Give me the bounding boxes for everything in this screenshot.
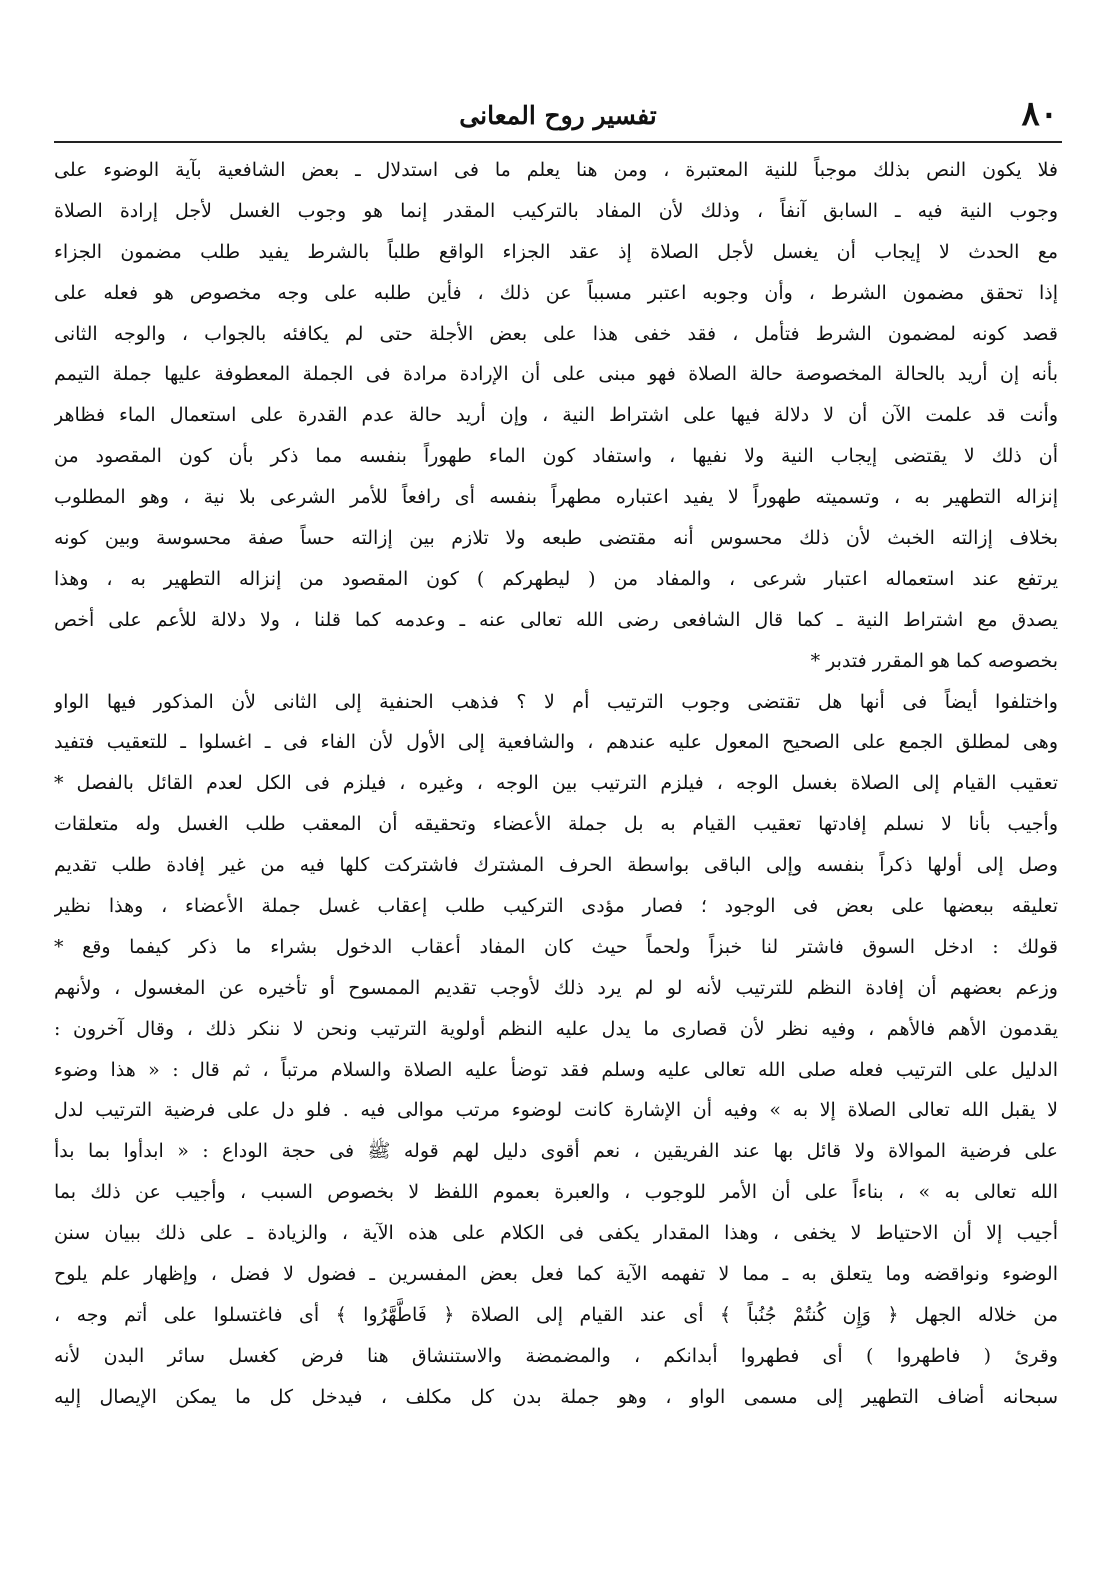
body-text	[54, 150, 1058, 1418]
page-title: تفسير روح المعانى	[459, 100, 657, 130]
text-line: وصل إلى أولها ذكراً بنفسه وإلى الباقى بواسطة الحرف المشترك فاشتركت كلها فيه من غير إفادة طلب تقديم	[54, 854, 1058, 877]
text-line: وأجيب بأنا لا نسلم إفادتها تعقيب القيام به بل جملة الأعضاء وتحقيقه أن المعقب طلب الغسل وله متعلقات	[54, 813, 1058, 836]
text-line: الدليل على الترتيب فعله صلى الله تعالى عليه وسلم فقد توضأ عليه الصلاة والسلام مرتباً ، ثم قال : « هذا وضوء	[54, 1058, 1058, 1081]
text-line: وجوب النية فيه ـ السابق آنفاً ، وذلك لأن المفاد بالتركيب المقدر إنما هو وجوب الغسل لأجل إرادة الصلاة	[54, 199, 1058, 222]
page-header	[58, 92, 1058, 138]
text-line: أن ذلك لا يقتضى إيجاب النية ولا نفيها ، واستفاد كون الماء طهوراً بنفسه مما ذكر بأن كون المقصود من	[54, 445, 1058, 468]
text-line: مع الحدث لا إيجاب أن يغسل لأجل الصلاة إذ عقد الجزاء الواقع طلباً بالشرط يفيد طلب مضمون الجزاء	[54, 240, 1058, 263]
text-line: وزعم بعضهم أن إفادة النظم للترتيب لأنه لو لم يرد ذلك لأوجب تقديم الممسوح أو تأخيره عن المغسول ، ولأنهم	[54, 976, 1058, 999]
page-number: ٨٠	[1021, 94, 1058, 134]
text-line: بأنه إن أريد بالحالة المخصوصة حالة الصلاة فهو مبنى على أن الإرادة مرادة فى الجملة المعطوفة عليها جملة التيمم	[54, 363, 1058, 386]
text-line: على فرضية الموالاة ولا قائل بها عند الفريقين ، نعم أقوى دليل لهم قوله ﷺ فى حجة الوداع : « ابدأوا بما بدأ	[54, 1140, 1058, 1163]
text-line: قولك : ادخل السوق فاشتر لنا خبزاً ولحماً حيث كان المفاد أعقاب الدخول بشراء ما ذكر كيفما وقع *	[54, 935, 1058, 958]
text-line: الله تعالى به » ، بناءاً على أن الأمر للوجوب ، والعبرة بعموم اللفظ لا بخصوص السبب ، وأجيب عن ذلك بما	[54, 1181, 1058, 1204]
text-line: إذا تحقق مضمون الشرط ، وأن وجوبه اعتبر مسبباً عن ذلك ، فأين طلبه على وجه مخصوص هو فعله على	[54, 281, 1058, 304]
text-line: فلا يكون النص بذلك موجباً للنية المعتبرة ، ومن هنا يعلم ما فى استدلال ـ بعض الشافعية بآية الوضوء على	[54, 159, 1058, 181]
text-line: وقرئ ( فاطهروا ) أى فطهروا أبدانكم ، والمضمضة والاستنشاق هنا فرض كغسل سائر البدن لأنه	[54, 1344, 1058, 1367]
text-line: وهى لمطلق الجمع على الصحيح المعول عليه عندهم ، والشافعية إلى الأول لأن الفاء فى ـ اغسلوا ـ للتعقيب فتفيد	[54, 731, 1058, 754]
text-line: أجيب إلا أن الاحتياط لا يخفى ، وهذا المقدار يكفى فى الكلام على هذه الآية ، والزيادة ـ على ذلك ببيان سنن	[54, 1222, 1058, 1245]
text-line: وأنت قد علمت الآن أن لا دلالة فيها على اشتراط النية ، وإن أريد حالة عدم القدرة على استعمال الماء فظاهر	[54, 404, 1058, 427]
text-line: سبحانه أضاف التطهير إلى مسمى الواو ، وهو جملة بدن كل مكلف ، فيدخل كل ما يمكن الإيصال إليه	[54, 1385, 1058, 1408]
text-line: بخصوصه كما هو المقرر فتدبر *	[810, 649, 1058, 672]
text-line: تعقيب القيام إلى الصلاة بغسل الوجه ، فيلزم الترتيب بين الوجه ، وغيره ، فيلزم فى الكل لعدم القائل بالفصل *	[54, 772, 1058, 795]
text-line: يقدمون الأهم فالأهم ، وفيه نظر لأن قصارى ما يدل عليه النظم أولوية الترتيب ونحن لا ننكر ذلك ، وقال آخرون :	[54, 1017, 1058, 1040]
text-line: يرتفع عند استعماله اعتبار شرعى ، والمفاد من ( ليطهركم ) كون المقصود من إنزاله التطهير به ، وهذا	[54, 567, 1058, 590]
text-line: لا يقبل الله تعالى الصلاة إلا به » وفيه أن الإشارة كانت لوضوء مرتب موالى فيه . فلو دل على فرضية الترتيب لدل	[54, 1099, 1058, 1122]
text-line: من خلاله الجهل ﴿ وَإِن كُنتُمْ جُنُباً ﴾ أى عند القيام إلى الصلاة ﴿ فَاطَّهَّرُوا ﴾ أى فاغتسلوا على أتم وجه ،	[54, 1303, 1058, 1326]
text-line: إنزاله التطهير به ، وتسميته طهوراً لا يفيد اعتباره مطهراً بنفسه أى رافعاً للأمر الشرعى بلا نية ، وهو المطلوب	[54, 486, 1058, 509]
text-line: يصدق مع اشتراط النية ـ كما قال الشافعى رضى الله تعالى عنه ـ وعدمه كما قلنا ، ولا دلالة للأعم على أخص	[54, 608, 1058, 631]
text-line: الوضوء ونواقضه وما يتعلق به ـ مما لا تفهمه الآية كما فعل بعض المفسرين ـ فضول لا فضل ، وإظهار علم يلوح	[54, 1263, 1058, 1286]
text-line: واختلفوا أيضاً فى أنها هل تقتضى وجوب الترتيب أم لا ؟ فذهب الحنفية إلى الثانى لأن المذكور فيها الواو	[54, 690, 1058, 713]
text-line: تعليقه ببعضها على بعض فى الوجود ؛ فصار مؤدى التركيب طلب إعقاب غسل جملة الأعضاء ، وهذا نظير	[54, 895, 1058, 918]
header-rule	[54, 141, 1062, 143]
text-line: بخلاف إزالته الخبث لأن ذلك محسوس أنه مقتضى طبعه ولا تلازم بين إزالته حساً صفة محسوسة وبين كونه	[54, 527, 1058, 550]
text-line: قصد كونه لمضمون الشرط فتأمل ، فقد خفى هذا على بعض الأجلة حتى لم يكافئه بالجواب ، والوجه الثانى	[54, 322, 1058, 345]
